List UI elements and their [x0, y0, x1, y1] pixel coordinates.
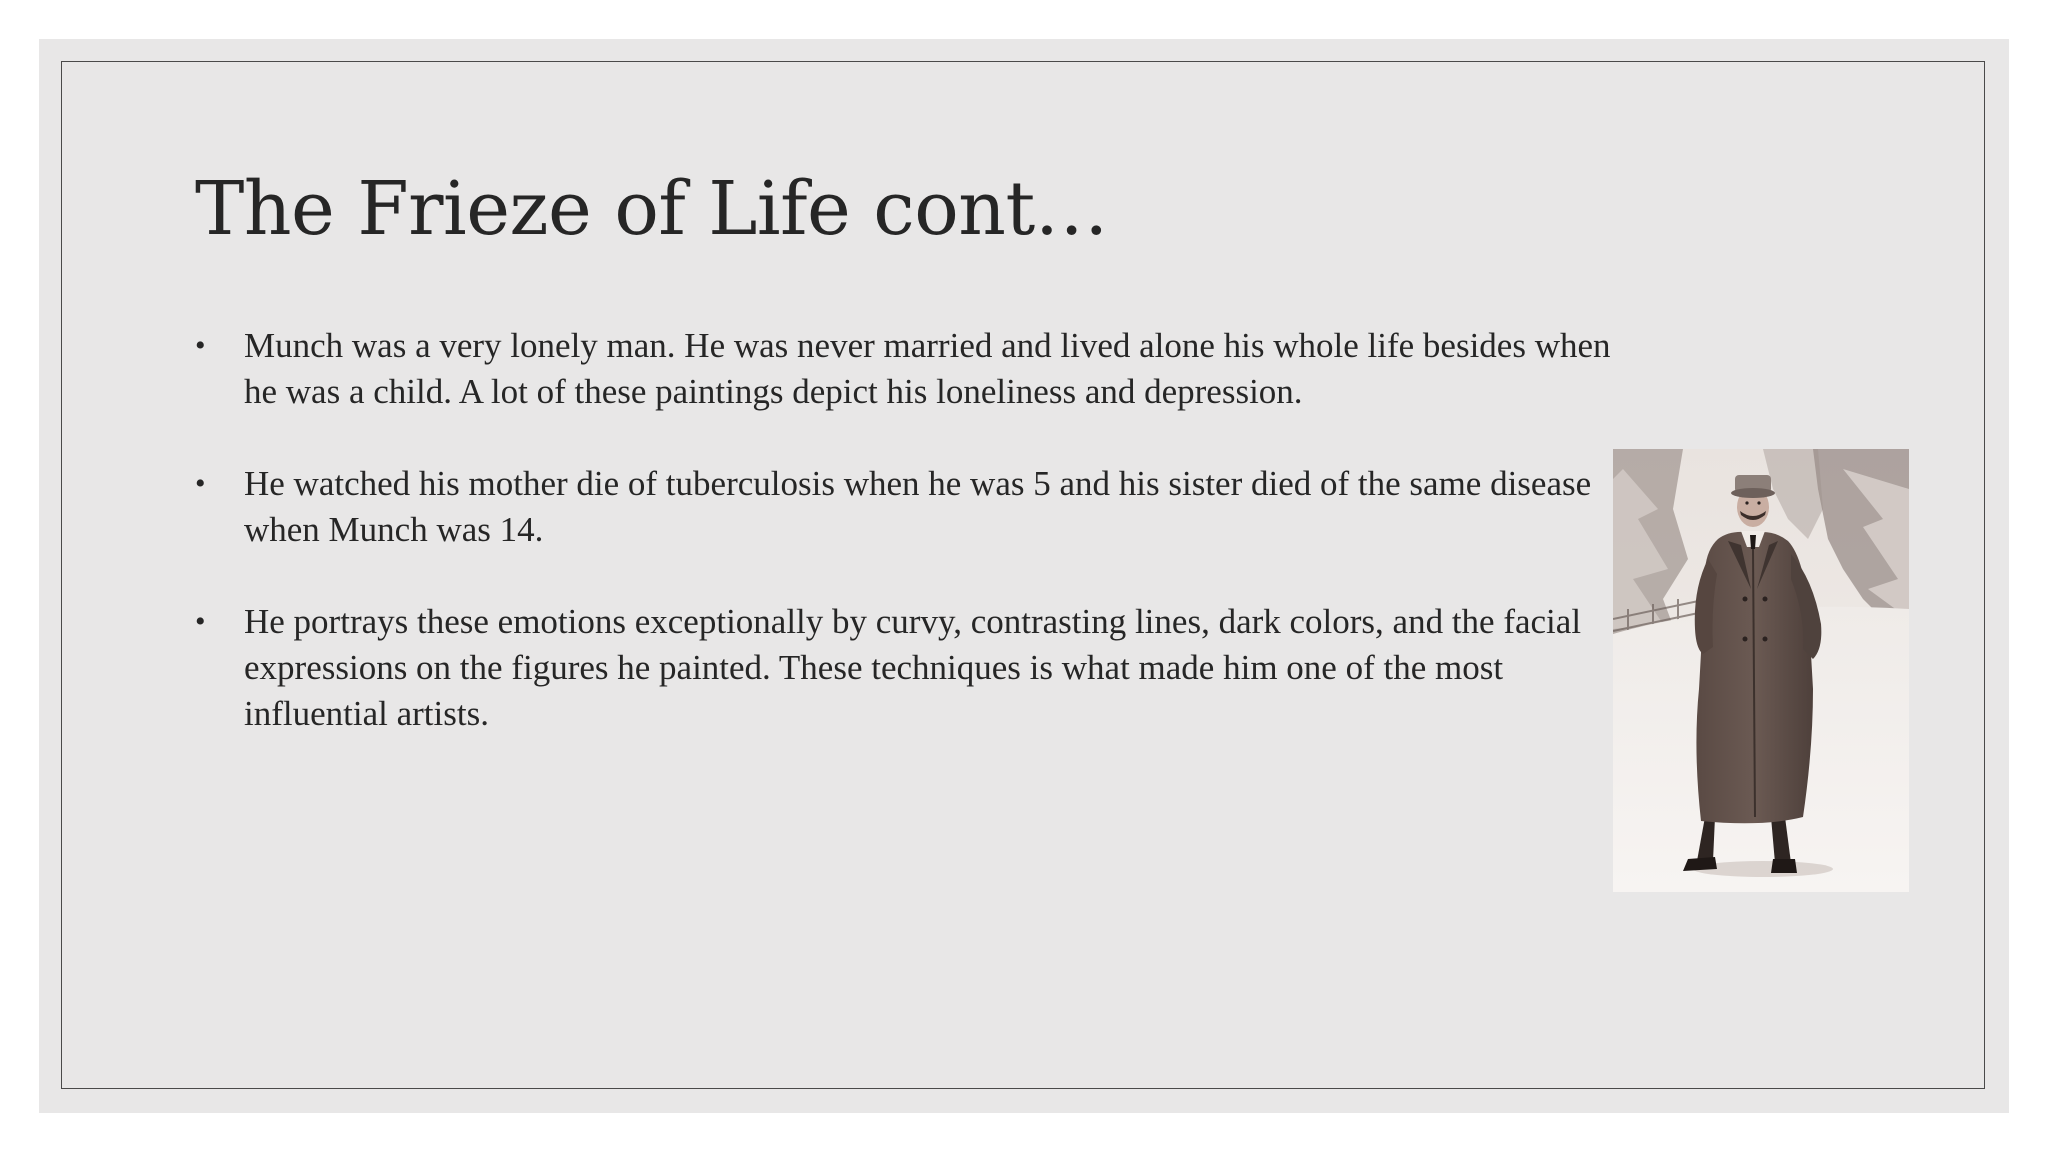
bullet-text: He watched his mother die of tuberculosis when he was 5 and his sister died of the same disease when Munch was 14. [244, 464, 1592, 549]
bullet-text: He portrays these emotions exceptionally by curvy, contrasting lines, dark colors, and the facial expressions on the figures he painted. These techniques is what made him one of the most influential artists. [244, 602, 1582, 733]
munch-portrait-photo [1613, 449, 1909, 892]
bullet-text: Munch was a very lonely man. He was never married and lived alone his whole life besides when he was a child. A lot of these paintings depict his loneliness and depression. [244, 326, 1611, 411]
bullet-item [195, 599, 1615, 737]
slide [39, 39, 2009, 1113]
bullet-dot-icon: • [195, 467, 206, 500]
slide-title: The Frieze of Life cont… [195, 166, 1109, 252]
bullet-dot-icon: • [195, 605, 206, 638]
bullet-item [195, 323, 1615, 415]
bullet-dot-icon: • [195, 329, 206, 362]
portrait-illustration [1613, 449, 1909, 892]
bullet-list [195, 323, 1615, 783]
bullet-item [195, 461, 1615, 553]
